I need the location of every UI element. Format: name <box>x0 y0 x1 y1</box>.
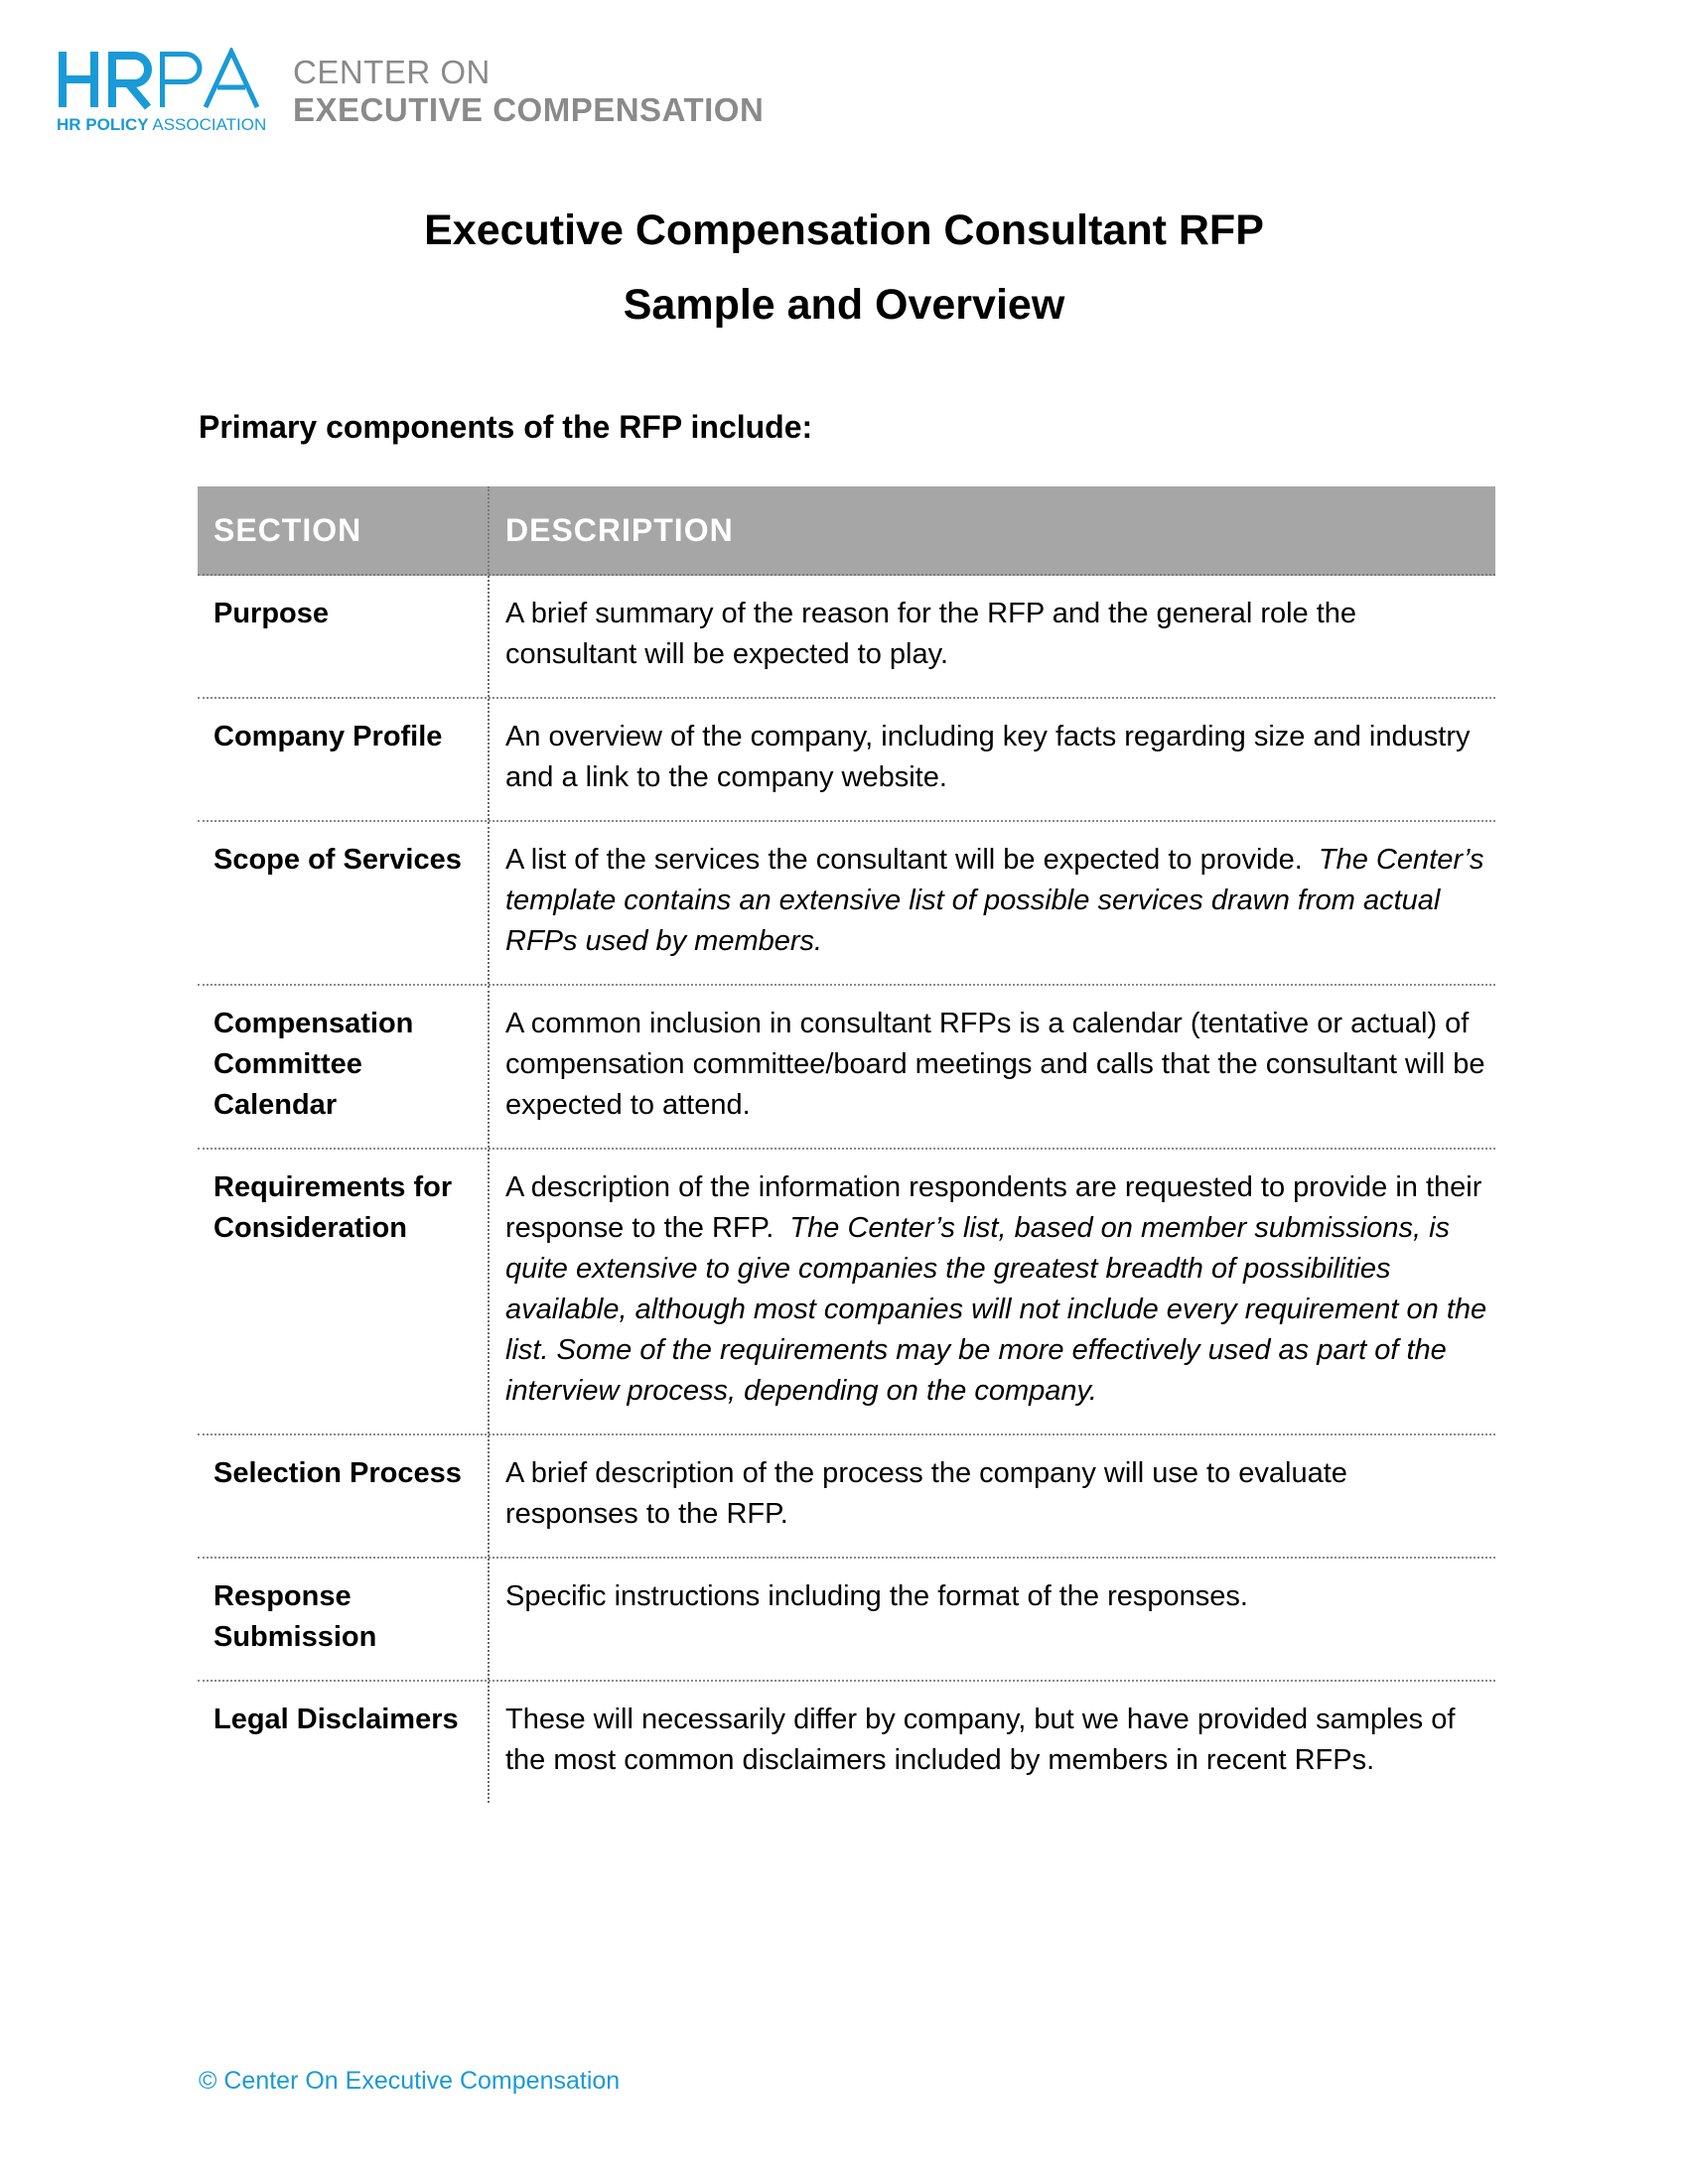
description-text: An overview of the company, including key facts regarding size and industry and a link to the company website. <box>505 721 1471 793</box>
rfp-components-table <box>198 486 1495 1803</box>
row-section: Legal Disclaimers <box>198 1682 490 1803</box>
row-section: Response Submission <box>198 1559 490 1680</box>
description-text: Specific instructions including the format of the responses. <box>505 1580 1248 1612</box>
hrpa-logo-mark <box>57 48 269 111</box>
row-description <box>490 1435 1495 1557</box>
table-row <box>198 699 1495 822</box>
description-text: A common inclusion in consultant RFPs is a calendar (tentative or actual) of compensation committee/board meetings and calls that the consultant will be expected to attend. <box>505 1008 1485 1121</box>
row-section: Company Profile <box>198 699 490 820</box>
row-section: Requirements for Consideration <box>198 1150 490 1433</box>
table-row <box>198 1559 1495 1682</box>
row-description <box>490 1682 1495 1803</box>
document-title: Executive Compensation Consultant RFP <box>424 206 1264 254</box>
logo-sub-bold: HR POLICY <box>57 115 149 134</box>
table-row <box>198 1435 1495 1559</box>
row-section: Selection Process <box>198 1435 490 1557</box>
center-line-1: CENTER ON <box>293 54 491 90</box>
row-section: Compensation Committee Calendar <box>198 986 490 1148</box>
row-section: Scope of Services <box>198 822 490 984</box>
row-description <box>490 576 1495 697</box>
hrpa-logo-subtext <box>57 115 269 135</box>
description-italic-note: The Center’s list, based on member submissions, is quite extensive to give companies the greatest breadth of possibilities available, although most companies will not include every requirement on the list. Some of the requirements may be more effectively used as part of the interview process, depending on the company. <box>505 1212 1487 1407</box>
row-description <box>490 822 1495 984</box>
hrpa-logo <box>57 48 269 135</box>
logo-sub-rest: ASSOCIATION <box>152 115 267 134</box>
header-description: DESCRIPTION <box>505 511 734 548</box>
description-text: A description of the information respondents are requested to provide in their response to the RFP. <box>505 1171 1482 1244</box>
row-description <box>490 699 1495 820</box>
row-description <box>490 1150 1495 1433</box>
center-line-2: EXECUTIVE COMPENSATION <box>293 90 765 128</box>
row-description <box>490 1559 1495 1680</box>
table-row <box>198 822 1495 986</box>
table-row <box>198 1150 1495 1435</box>
document-subtitle: Sample and Overview <box>623 281 1065 329</box>
row-description <box>490 986 1495 1148</box>
description-italic-note: The Center’s template contains an extensive list of possible services drawn from actual RFPs used by members. <box>505 844 1484 957</box>
header-section: SECTION <box>198 486 490 574</box>
intro-text: Primary components of the RFP include: <box>199 409 813 445</box>
table-row <box>198 1682 1495 1803</box>
footer-copyright: © Center On Executive Compensation <box>199 2067 621 2095</box>
table-row <box>198 576 1495 699</box>
table-header <box>198 486 1495 576</box>
row-section: Purpose <box>198 576 490 697</box>
center-logo-text <box>293 54 764 129</box>
description-text: A brief description of the process the company will use to evaluate responses to the RFP. <box>505 1457 1347 1530</box>
description-text: A list of the services the consultant will be expected to provide. <box>505 844 1303 876</box>
description-text: A brief summary of the reason for the RFP and the general role the consultant will be expected to play. <box>505 598 1357 670</box>
table-row <box>198 986 1495 1150</box>
description-text: These will necessarily differ by company, but we have provided samples of the most common disclaimers included by members in recent RFPs. <box>505 1704 1456 1776</box>
header-logo <box>57 48 764 135</box>
